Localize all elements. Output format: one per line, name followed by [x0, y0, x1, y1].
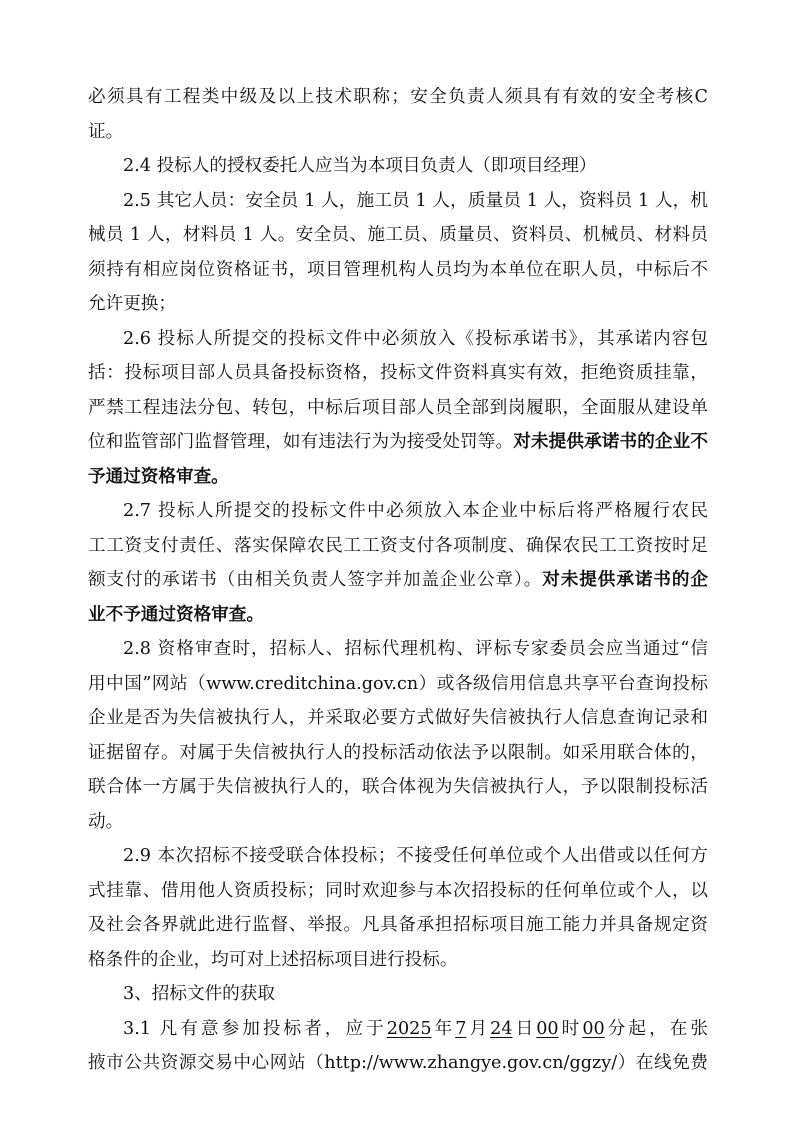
- text-line: 严禁工程违法分包、转包，中标后项目部人员全部到岗履职，全面服从建设单: [88, 398, 708, 418]
- line: [88, 287, 708, 322]
- line: [123, 184, 708, 219]
- line: [123, 149, 708, 184]
- text-line: 及社会各界就此进行监督、举报。凡具备承担招标项目施工能力并具备规定资: [88, 915, 708, 935]
- clause-2-6: 2.6 投标人所提交的投标文件中必须放入《投标承诺书》，其承诺内容包: [123, 329, 708, 349]
- requirement-bold: 对未提供承诺书的企: [542, 569, 708, 590]
- line: [88, 943, 708, 978]
- clause-2-5: 2.5 其它人员：安全员 1 人，施工员 1 人，质量员 1 人，资料员 1 人，机: [123, 191, 708, 211]
- requirement-bold: 予通过资格审查。: [88, 466, 229, 487]
- text-normal: 月: [466, 1019, 491, 1039]
- line: [88, 253, 708, 288]
- clause-2-8: 2.8 资格审查时，招标人、招标代理机构、评标专家委员会应当通过“信: [123, 639, 708, 659]
- line: [88, 356, 708, 391]
- line: [88, 218, 708, 253]
- text-line: 式挂靠、借用他人资质投标；同时欢迎参与本次招投标的任何单位或个人，以: [88, 881, 708, 901]
- text-line: 用中国”网站（www.creditchina.gov.cn）或各级信用信息共享平台查询投标: [88, 674, 708, 694]
- line: [88, 563, 708, 598]
- line: [88, 80, 708, 115]
- text-line: 须持有相应岗位资格证书，项目管理机构人员均为本单位在职人员，中标后不: [88, 260, 708, 280]
- line: [123, 1012, 708, 1047]
- requirement-bold: 业不予通过资格审查。: [88, 604, 264, 625]
- text-line: 械员 1 人，材料员 1 人。安全员、施工员、质量员、资料员、机械员、材料员: [88, 225, 708, 245]
- clause-2-9: 2.9 本次招标不接受联合体投标；不接受任何单位或个人出借或以任何方: [123, 846, 708, 866]
- requirement-bold: 对未提供承诺书的企业不: [513, 431, 708, 452]
- clause-2-4: 2.4 投标人的授权委托人应当为本项目负责人（即项目经理）: [123, 156, 597, 176]
- text-normal: 日: [512, 1019, 537, 1039]
- text-normal: 时: [558, 1019, 583, 1039]
- section-heading-3: 3、招标文件的获取: [123, 984, 275, 1004]
- line: [88, 874, 708, 909]
- date-day: 24: [490, 1019, 513, 1039]
- text-line: 企业是否为失信被执行人，并采取必要方式做好失信被执行人信息查询记录和: [88, 708, 708, 728]
- text-line: 括：投标项目部人员具备投标资格，投标文件资料真实有效，拒绝资质挂靠，: [88, 363, 708, 383]
- text-normal: 年: [431, 1019, 456, 1039]
- line: [88, 529, 708, 564]
- line: [88, 460, 708, 495]
- text-line: 允许更换；: [88, 294, 176, 314]
- text-line: 证。: [88, 122, 124, 142]
- text-line: 格条件的企业，均可对上述招标项目进行投标。: [88, 950, 458, 970]
- line: [123, 977, 708, 1012]
- time-minute: 00: [582, 1019, 605, 1039]
- text-line: 掖市公共资源交易中心网站（http://www.zhangye.gov.cn/ggzy/）在线免费: [88, 1053, 708, 1073]
- text-line: 联合体一方属于失信被执行人的，联合体视为失信被执行人，予以限制投标活: [88, 777, 708, 797]
- line: [88, 736, 708, 771]
- text-line: 动。: [88, 812, 124, 832]
- line: [88, 1046, 708, 1081]
- line: [88, 805, 708, 840]
- line: [88, 908, 708, 943]
- line: [88, 598, 708, 633]
- date-year: 2025: [386, 1019, 432, 1039]
- line: [88, 667, 708, 702]
- text-line: 证据留存。对属于失信被执行人的投标活动依法予以限制。如采用联合体的，: [88, 743, 708, 763]
- time-hour: 00: [536, 1019, 559, 1039]
- text-line: 必须具有工程类中级及以上技术职称；安全负责人须具有有效的安全考核C: [88, 87, 708, 107]
- line: [88, 701, 708, 736]
- line: [88, 391, 708, 426]
- line: [123, 632, 708, 667]
- line: [123, 322, 708, 357]
- line: [123, 839, 708, 874]
- clause-2-7: 2.7 投标人所提交的投标文件中必须放入本企业中标后将严格履行农民: [123, 501, 708, 521]
- date-month: 7: [455, 1019, 467, 1039]
- text-normal: 额支付的承诺书（由相关负责人签字并加盖企业公章）。: [88, 570, 543, 590]
- text-normal: 分起，在张: [604, 1019, 708, 1039]
- line: [88, 425, 708, 460]
- line: [88, 770, 708, 805]
- text-normal: 位和监管部门监督管理，如有违法行为为接受处罚等。: [88, 432, 514, 452]
- line: [88, 115, 708, 150]
- line: [123, 494, 708, 529]
- text-line: 工工资支付责任、落实保障农民工工资支付各项制度、确保农民工工资按时足: [88, 536, 708, 556]
- text-normal: 3.1 凡有意参加投标者，应于: [123, 1019, 387, 1039]
